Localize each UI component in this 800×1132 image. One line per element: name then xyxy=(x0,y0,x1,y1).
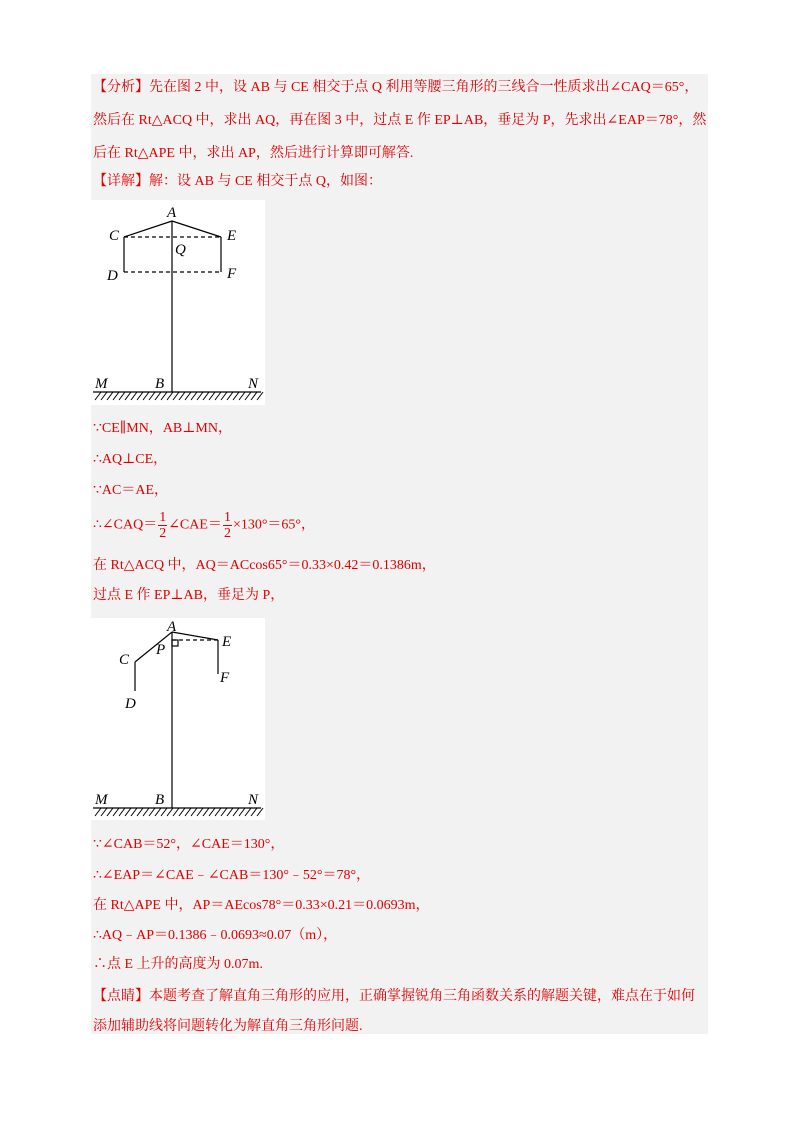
comment-line-2: 添加辅助线将问题转化为解直角三角形问题. xyxy=(93,1019,363,1034)
hatch-mark xyxy=(215,808,221,816)
label-f: F xyxy=(227,266,237,282)
hatch-mark xyxy=(137,808,143,816)
hatch-mark xyxy=(227,808,233,816)
fraction-num-1: 1 xyxy=(159,510,167,525)
hatch-mark xyxy=(233,808,239,816)
hatch-mark xyxy=(245,392,251,400)
hatch-mark xyxy=(185,392,191,400)
hatch-mark xyxy=(239,808,245,816)
label-m-2: M xyxy=(95,792,108,808)
hatch-mark xyxy=(107,392,113,400)
hatch-mark xyxy=(119,392,125,400)
fraction-half-2 xyxy=(223,510,232,541)
hatch-mark xyxy=(197,392,203,400)
hatch-mark xyxy=(233,392,239,400)
hatch-mark xyxy=(95,392,101,400)
ground-hatching-2 xyxy=(95,808,263,816)
hatch-mark xyxy=(209,808,215,816)
label-e: E xyxy=(227,228,237,244)
fraction-suffix: ×130°＝65°， xyxy=(232,517,316,533)
hatch-mark xyxy=(251,808,257,816)
hatch-mark xyxy=(257,808,263,816)
label-b: B xyxy=(155,376,165,392)
label-b-2: B xyxy=(155,792,165,808)
label-c: C xyxy=(109,228,120,244)
step-2: ∴AQ⊥CE， xyxy=(93,452,168,467)
hatch-mark xyxy=(113,392,119,400)
fraction-middle: ∠CAE＝ xyxy=(168,517,222,533)
ground-hatching xyxy=(95,392,263,400)
label-d: D xyxy=(107,268,118,284)
step-1: ∵CE∥MN，AB⊥MN， xyxy=(93,421,232,436)
label-p-2: P xyxy=(156,642,166,658)
analysis-line-3: 后在 Rt△APE 中，求出 AP，然后进行计算即可解答. xyxy=(93,146,414,161)
hatch-mark xyxy=(227,392,233,400)
hatch-mark xyxy=(125,392,131,400)
label-m: M xyxy=(95,376,108,392)
hatch-mark xyxy=(131,808,137,816)
hatch-mark xyxy=(101,392,107,400)
step-11: ∴点 E 上升的高度为 0.07m. xyxy=(93,957,263,972)
step-fraction xyxy=(93,510,315,541)
analysis-text-1: 先在图 2 中，设 AB 与 CE 相交于点 Q 利用等腰三角形的三线合一性质求出∠CAQ＝65°， xyxy=(149,80,699,95)
hatch-mark xyxy=(113,808,119,816)
hatch-mark xyxy=(143,808,149,816)
right-angle-mark xyxy=(172,640,178,646)
step-3: ∵AC＝AE， xyxy=(93,483,169,498)
segment-ae-2 xyxy=(172,632,218,640)
comment-text-1: 本题考查了解直角三角形的应用，正确掌握锐角三角函数关系的解题关键，难点在于如何 xyxy=(149,989,695,1004)
step-7: ∵∠CAB＝52°，∠CAE＝130°， xyxy=(93,837,285,852)
hatch-mark xyxy=(191,808,197,816)
figure-1-diagram xyxy=(91,200,265,405)
hatch-mark xyxy=(245,808,251,816)
figure-2-diagram xyxy=(91,618,265,820)
analysis-line-2: 然后在 Rt△ACQ 中，求出 AQ，再在图 3 中，过点 E 作 EP⊥AB，垂足为 P，先求出∠EAP＝78°，然 xyxy=(93,113,707,128)
hatch-mark xyxy=(215,392,221,400)
hatch-mark xyxy=(173,392,179,400)
hatch-mark xyxy=(167,392,173,400)
hatch-mark xyxy=(149,392,155,400)
figure-1 xyxy=(91,200,265,405)
fraction-den-1: 2 xyxy=(159,526,167,541)
segment-ae xyxy=(172,221,221,237)
hatch-mark xyxy=(101,808,107,816)
hatch-mark xyxy=(221,808,227,816)
detail-tag: 【详解】 xyxy=(93,174,149,189)
hatch-mark xyxy=(125,808,131,816)
hatch-mark xyxy=(197,808,203,816)
hatch-mark xyxy=(173,808,179,816)
hatch-mark xyxy=(239,392,245,400)
label-c-2: C xyxy=(119,652,130,668)
hatch-mark xyxy=(161,808,167,816)
hatch-mark xyxy=(155,808,161,816)
label-n: N xyxy=(248,376,259,392)
figure-2 xyxy=(91,618,265,820)
step-6: 过点 E 作 EP⊥AB，垂足为 P， xyxy=(93,588,285,603)
step-5: 在 Rt△ACQ 中，AQ＝ACcos65°＝0.33×0.42＝0.1386m， xyxy=(93,558,436,573)
hatch-mark xyxy=(185,808,191,816)
segment-ac-2 xyxy=(135,632,172,662)
fraction-half-1 xyxy=(158,510,167,541)
comment-line-1 xyxy=(93,987,695,1007)
fraction-num-2: 1 xyxy=(223,510,231,525)
hatch-mark xyxy=(209,392,215,400)
hatch-mark xyxy=(203,392,209,400)
segment-ca xyxy=(124,221,172,237)
analysis-tag: 【分析】 xyxy=(93,80,149,95)
hatch-mark xyxy=(143,392,149,400)
hatch-mark xyxy=(137,392,143,400)
hatch-mark xyxy=(179,392,185,400)
hatch-mark xyxy=(161,392,167,400)
label-f-2: F xyxy=(220,670,230,686)
detail-intro: 解：设 AB 与 CE 相交于点 Q，如图： xyxy=(149,174,382,189)
step-10: ∴AQ﹣AP＝0.1386﹣0.0693≈0.07（m）， xyxy=(93,928,338,943)
hatch-mark xyxy=(251,392,257,400)
fraction-prefix: ∴∠CAQ＝ xyxy=(93,517,158,533)
label-a: A xyxy=(167,205,177,221)
hatch-mark xyxy=(257,392,263,400)
label-d-2: D xyxy=(125,696,136,712)
hatch-mark xyxy=(95,808,101,816)
hatch-mark xyxy=(119,808,125,816)
label-a-2: A xyxy=(167,619,177,635)
label-q: Q xyxy=(175,242,186,258)
fraction-den-2: 2 xyxy=(223,526,231,541)
hatch-mark xyxy=(107,808,113,816)
label-n-2: N xyxy=(248,792,259,808)
hatch-mark xyxy=(203,808,209,816)
hatch-mark xyxy=(179,808,185,816)
analysis-line-1 xyxy=(93,78,698,98)
step-8: ∴∠EAP＝∠CAE﹣∠CAB＝130°﹣52°＝78°， xyxy=(93,868,371,883)
detail-line xyxy=(93,172,382,192)
hatch-mark xyxy=(155,392,161,400)
hatch-mark xyxy=(191,392,197,400)
hatch-mark xyxy=(131,392,137,400)
hatch-mark xyxy=(221,392,227,400)
comment-tag: 【点睛】 xyxy=(93,989,149,1004)
hatch-mark xyxy=(167,808,173,816)
hatch-mark xyxy=(149,808,155,816)
step-9: 在 Rt△APE 中，AP＝AEcos78°＝0.33×0.21＝0.0693m， xyxy=(93,898,430,913)
label-e-2: E xyxy=(222,634,232,650)
